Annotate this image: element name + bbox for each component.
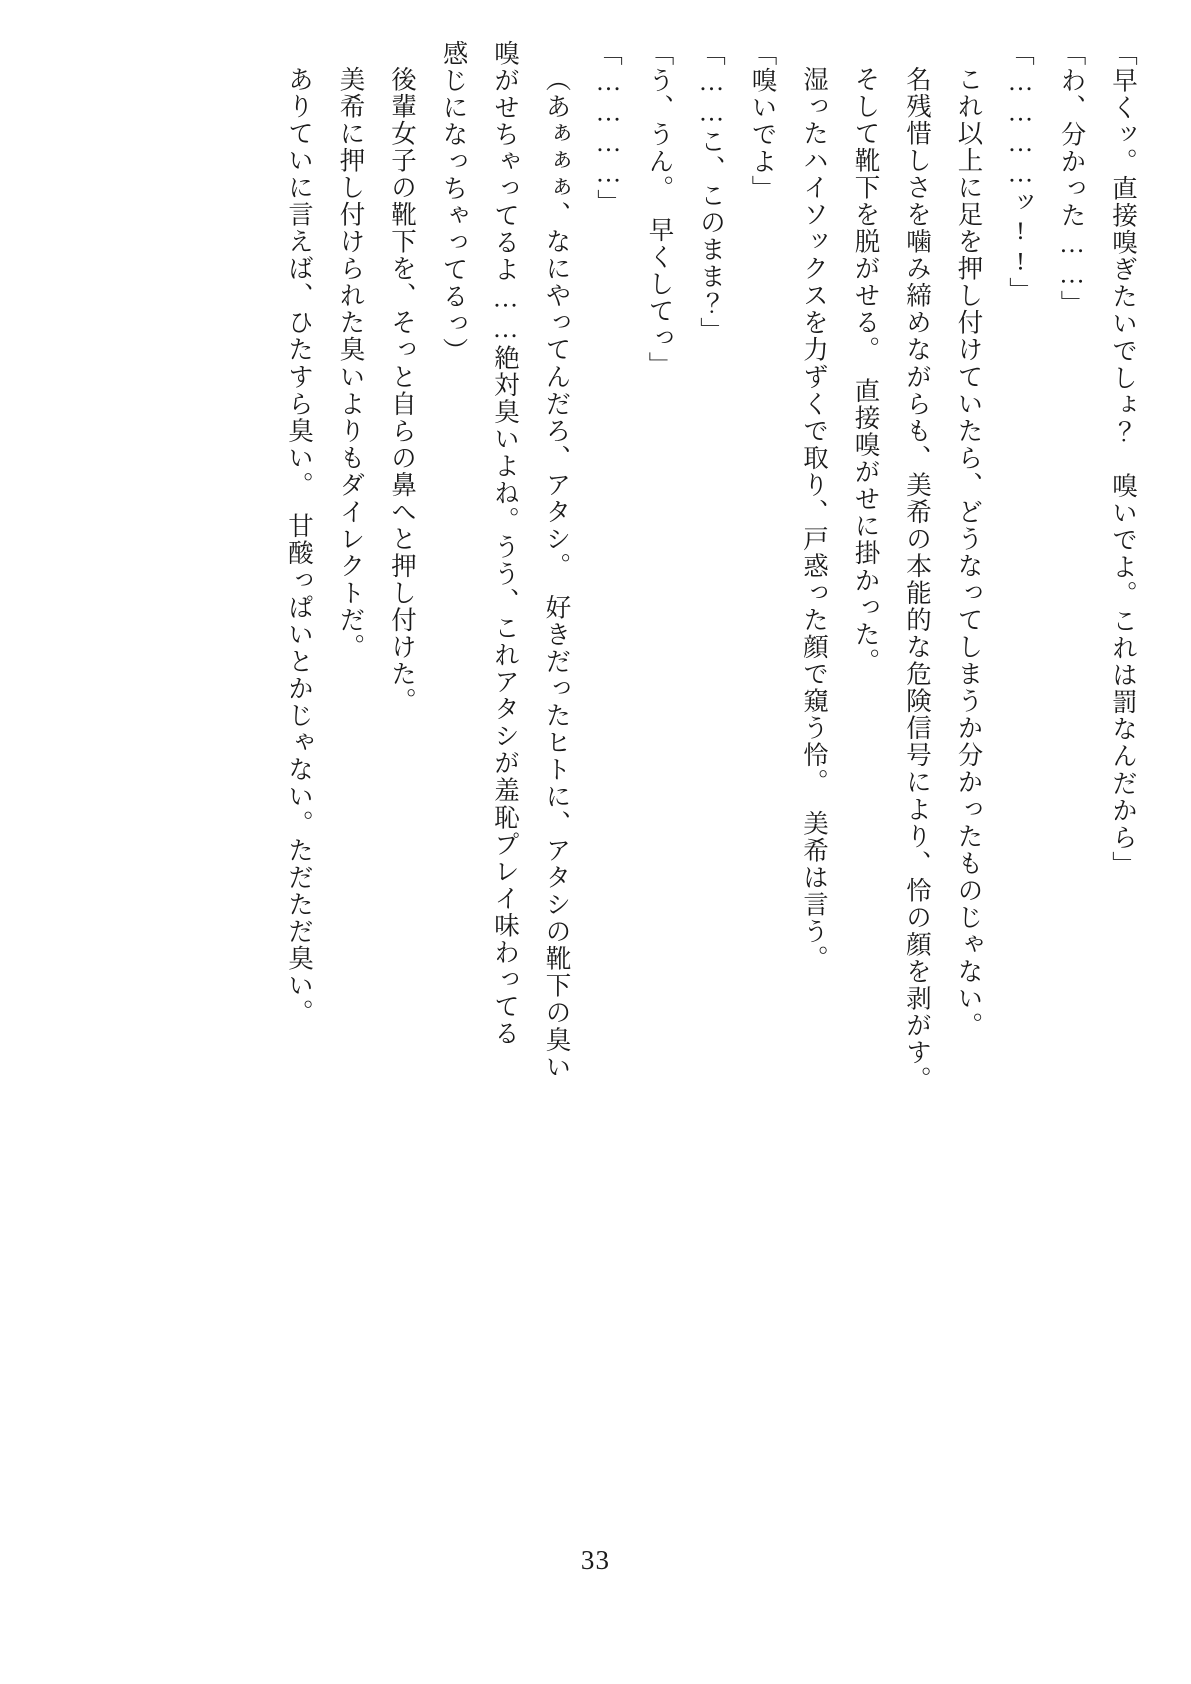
paragraph: 「う、うん。 早くしてっ」 xyxy=(645,40,675,379)
paragraph: 嗅がせちゃってるよ……絶対臭いよね。うう、これアタシが羞恥プレイ味わってる xyxy=(491,40,520,1048)
paragraph: ありていに言えば、ひたすら臭い。 甘酸っぱいとかじゃない。ただただ臭い。 xyxy=(285,65,314,1026)
paragraph: （あぁぁぁ、なにやってんだろ、アタシ。 好きだったヒトに、アタシの靴下の臭い xyxy=(542,65,572,1080)
paragraph: 名残惜しさを噛み締めながらも、美希の本能的な危険信号により、怜の顔を剥がす。 xyxy=(903,65,932,1093)
paragraph: そして靴下を脱がせる。 直接嗅がせに掛かった。 xyxy=(851,65,881,675)
paragraph: 「…………」 xyxy=(594,40,623,217)
page-number: 33 xyxy=(580,1545,611,1575)
paragraph: 「…………ッ!!」 xyxy=(1006,40,1035,305)
paragraph: 「嗅いでよ」 xyxy=(748,40,778,203)
paragraph: 「わ、分かった……」 xyxy=(1057,40,1087,318)
paragraph: 湿ったハイソックスを力ずくで取り、戸惑った顔で窺う怜。 美希は言う。 xyxy=(800,65,829,972)
paragraph: 後輩女子の靴下を、そっと自らの鼻へと押し付けた。 xyxy=(388,65,417,715)
paragraph: 「……こ、このまま？」 xyxy=(697,40,726,345)
paragraph: 「早くッ。直接嗅ぎたいでしょ？ 嗅いでよ。これは罰なんだから」 xyxy=(1109,40,1138,878)
paragraph: これ以上に足を押し付けていたら、どうなってしまうか分かったものじゃない。 xyxy=(954,65,984,1039)
novel-text-body xyxy=(42,40,1149,1470)
paragraph: 美希に押し付けられた臭いよりもダイレクトだ。 xyxy=(336,65,366,661)
paragraph: 感じになっちゃってるっ） xyxy=(439,40,469,365)
